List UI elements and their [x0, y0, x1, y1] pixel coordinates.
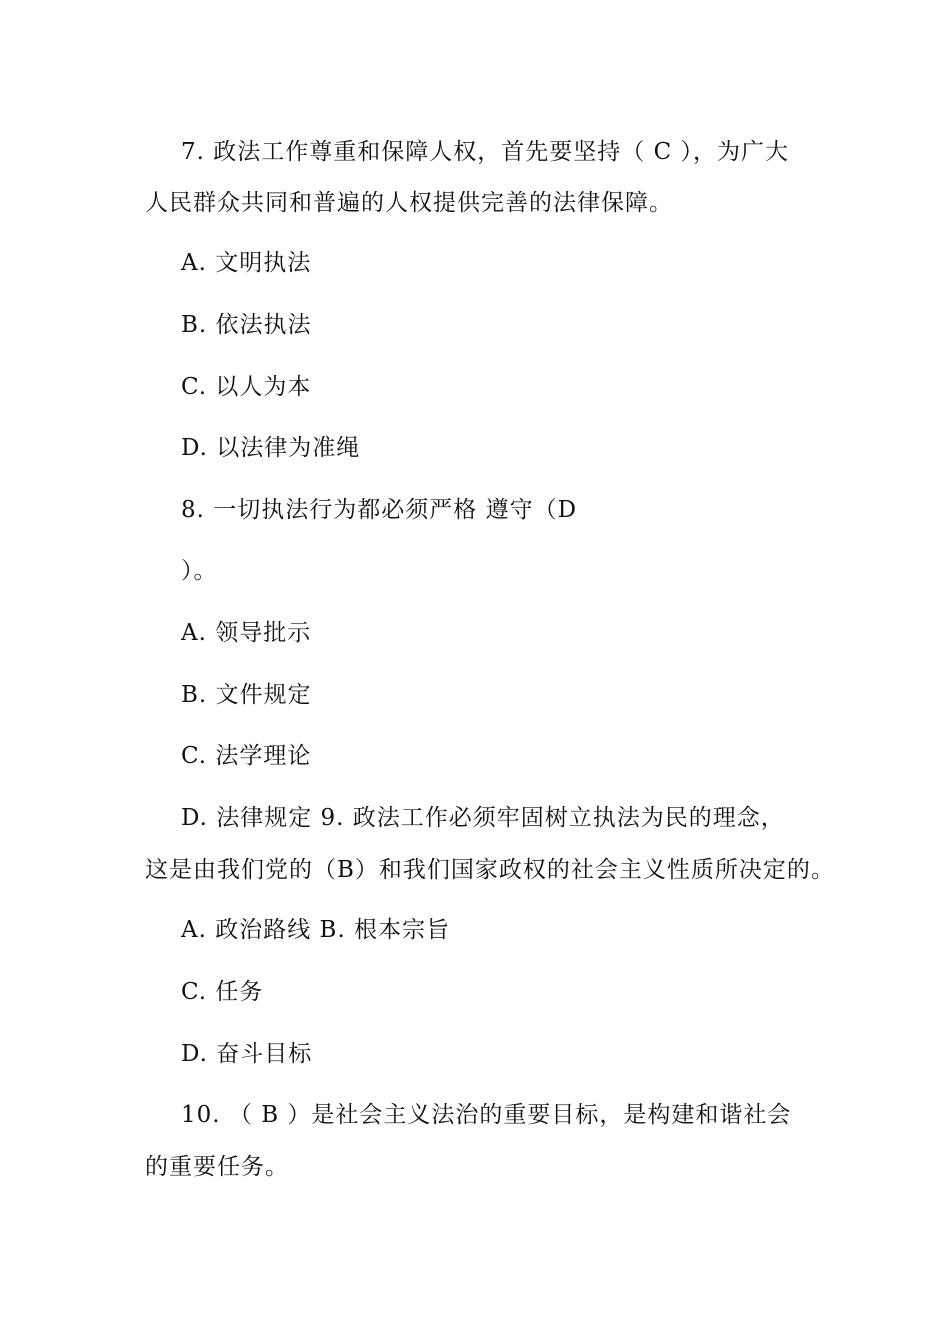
q7-option-c: C. 以人为本: [181, 374, 312, 400]
q9-option-d: D. 奋斗目标: [181, 1041, 313, 1067]
q9-option-c: C. 任务: [181, 979, 264, 1005]
q8-option-c: C. 法学理论: [181, 743, 312, 769]
question-7-stem: 7. 政法工作尊重和保障人权，首先要坚持（ C ），为广大: [181, 139, 789, 165]
q7-option-b: B. 依法执法: [181, 312, 312, 338]
q8-option-d-and-question-9: D. 法律规定 9. 政法工作必须牢固树立执法为民的理念，: [181, 805, 785, 831]
q7-option-d: D. 以法律为准绳: [181, 435, 361, 461]
q9-options-a-b: A. 政治路线 B. 根本宗旨: [181, 917, 451, 943]
question-9-stem-cont: 这是由我们党的（B）和我们国家政权的社会主义性质所决定的。: [145, 857, 835, 883]
q8-option-b: B. 文件规定: [181, 682, 312, 708]
question-10-stem-cont: 的重要任务。: [145, 1154, 289, 1180]
question-10-stem: 10. （ B ）是社会主义法治的重要目标，是构建和谐社会: [181, 1102, 792, 1128]
question-8-stem: 8. 一切执法行为都必须严格 遵守（D: [181, 497, 578, 523]
q8-option-a: A. 领导批示: [181, 620, 312, 646]
question-7-stem-cont: 人民群众共同和普遍的人权提供完善的法律保障。: [145, 190, 673, 216]
question-8-stem-cont: ）。: [181, 558, 218, 584]
q7-option-a: A. 文明执法: [181, 250, 312, 276]
